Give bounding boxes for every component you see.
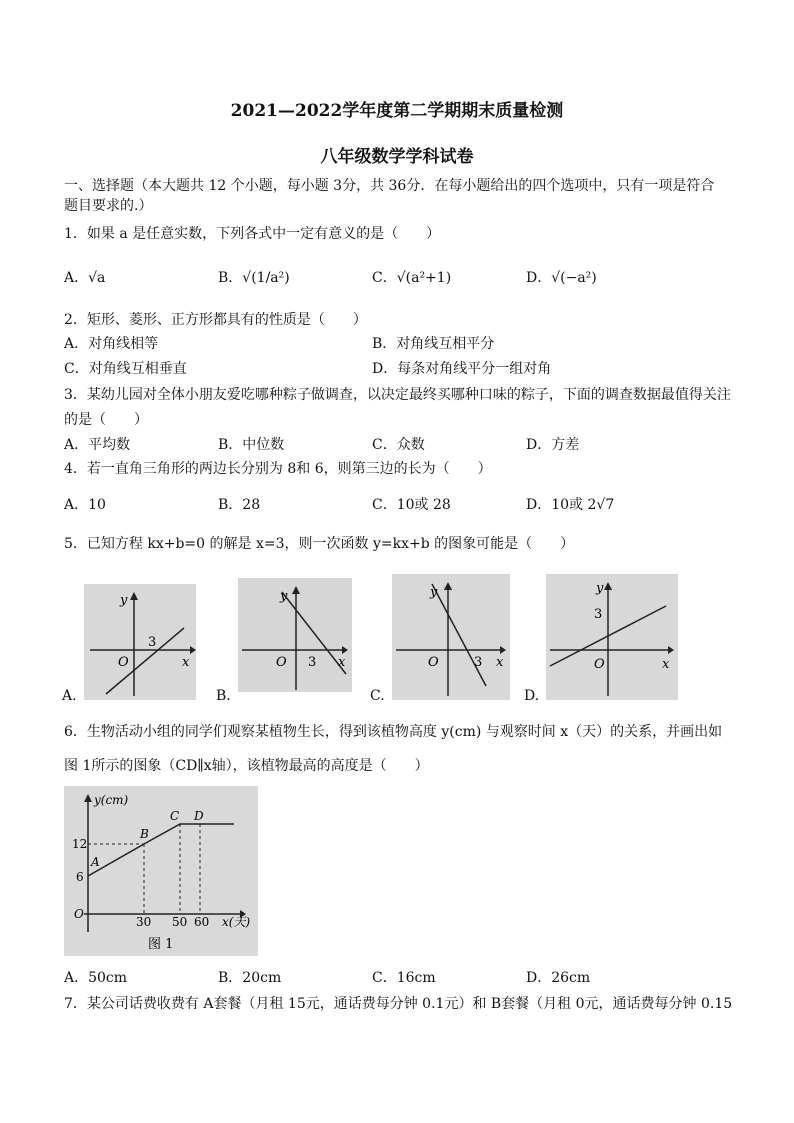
q6-option-c: C．16cm bbox=[372, 970, 436, 986]
origin-label: O bbox=[594, 657, 605, 672]
q5-graph-d bbox=[546, 574, 678, 700]
q6-stem-line1: 6．生物活动小组的同学们观察某植物生长，得到该植物高度 y(cm) 与观察时间 x（天）的关系，并画出如 bbox=[64, 724, 723, 740]
q2-option-d: D．每条对角线平分一组对角 bbox=[372, 361, 552, 377]
exam-subtitle: 八年级数学学科试卷 bbox=[320, 147, 474, 167]
tick-3-label: 3 bbox=[148, 635, 157, 650]
q6-option-b: B．20cm bbox=[218, 970, 282, 986]
photo-background bbox=[392, 574, 510, 700]
q4-option-d: D．10或 2√7 bbox=[526, 497, 615, 513]
x-axis-label: x(天) bbox=[222, 915, 251, 929]
y-axis-label: y(cm) bbox=[94, 793, 129, 807]
origin-label: O bbox=[276, 655, 287, 670]
q6-option-a: A．50cm bbox=[64, 970, 128, 986]
y-label: y bbox=[120, 593, 128, 608]
q4-option-c: C．10或 28 bbox=[372, 497, 451, 513]
q4-option-b: B．28 bbox=[218, 497, 261, 513]
section-heading: 一、选择题（本大题共 12 个小题，每小题 3分，共 36分．在每小题给出的四个选项中，只有一项是符合题目要求的.） bbox=[64, 178, 715, 214]
y-label: y bbox=[596, 581, 604, 596]
exam-title: 2021—2022学年度第二学期期末质量检测 bbox=[230, 101, 564, 121]
y-label: y bbox=[280, 589, 288, 604]
q5-graph-c bbox=[392, 574, 510, 700]
q6-stem-line2: 图 1所示的图象（CD∥x轴），该植物最高的高度是（ ） bbox=[64, 758, 429, 774]
q6-figure-1 bbox=[64, 786, 258, 956]
x-tick-50: 50 bbox=[172, 915, 188, 929]
q6-option-d: D．26cm bbox=[526, 970, 591, 986]
q7-stem: 7．某公司话费收费有 A套餐（月租 15元，通话费每分钟 0.1元）和 B套餐（月租 0元，通话费每分钟 0.15 bbox=[64, 996, 733, 1012]
q4-stem: 4．若一直角三角形的两边长分别为 8和 6，则第三边的长为（ ） bbox=[64, 461, 492, 477]
x-tick-30: 30 bbox=[136, 915, 152, 929]
q5-graph-a bbox=[84, 584, 196, 700]
q1-stem: 1．如果 a 是任意实数，下列各式中一定有意义的是（ ） bbox=[64, 226, 441, 242]
x-label: x bbox=[496, 655, 504, 670]
q1-option-a: A．√a bbox=[64, 270, 106, 286]
figure-caption: 图 1 bbox=[148, 937, 174, 952]
point-b-label: B bbox=[140, 827, 149, 841]
y-tick-12: 12 bbox=[72, 837, 88, 851]
q5-option-c: C. bbox=[370, 688, 385, 704]
photo-background bbox=[84, 584, 196, 700]
q5-option-b: B. bbox=[216, 688, 231, 704]
x-label: x bbox=[338, 655, 346, 670]
q2-option-b: B．对角线互相平分 bbox=[372, 336, 495, 352]
q5-option-a: A. bbox=[62, 688, 77, 704]
x-tick-60: 60 bbox=[194, 915, 210, 929]
q4-option-a: A．10 bbox=[64, 497, 106, 513]
q2-stem: 2．矩形、菱形、正方形都具有的性质是（ ） bbox=[64, 312, 367, 328]
photo-background bbox=[64, 786, 258, 956]
tick-3-label: 3 bbox=[594, 607, 603, 622]
point-a-label: A bbox=[91, 855, 100, 869]
q3-stem-line1: 3．某幼儿园对全体小朋友爱吃哪种粽子做调查，以决定最终买哪种口味的粽子，下面的调查数据最值得关注 bbox=[64, 387, 731, 403]
x-label: x bbox=[182, 655, 190, 670]
q5-stem: 5．已知方程 kx+b=0 的解是 x=3，则一次函数 y=kx+b 的图象可能是（ ） bbox=[64, 536, 575, 552]
q1-option-b: B．√(1/a²) bbox=[218, 270, 290, 286]
q3-option-a: A．平均数 bbox=[64, 437, 131, 453]
q3-option-c: C．众数 bbox=[372, 437, 425, 453]
origin-label: O bbox=[118, 655, 129, 670]
q1-option-c: C．√(a²+1) bbox=[372, 270, 452, 286]
origin-label: O bbox=[74, 907, 84, 921]
y-label: y bbox=[430, 585, 438, 600]
x-label: x bbox=[662, 657, 670, 672]
y-tick-6: 6 bbox=[76, 870, 84, 884]
q5-graph-b bbox=[238, 578, 352, 692]
photo-background bbox=[238, 578, 352, 692]
q1-option-d: D．√(−a²) bbox=[526, 270, 597, 286]
point-d-label: D bbox=[194, 809, 204, 823]
tick-3-label: 3 bbox=[308, 655, 317, 670]
q3-option-b: B．中位数 bbox=[218, 437, 285, 453]
q3-stem-line2: 的是（ ） bbox=[64, 412, 148, 428]
origin-label: O bbox=[428, 655, 439, 670]
q3-option-d: D．方差 bbox=[526, 437, 580, 453]
tick-3-label: 3 bbox=[474, 655, 483, 670]
q5-option-d: D. bbox=[524, 688, 540, 704]
q2-option-c: C．对角线互相垂直 bbox=[64, 361, 187, 377]
point-c-label: C bbox=[170, 809, 180, 823]
photo-background bbox=[546, 574, 678, 700]
q2-option-a: A．对角线相等 bbox=[64, 336, 159, 352]
